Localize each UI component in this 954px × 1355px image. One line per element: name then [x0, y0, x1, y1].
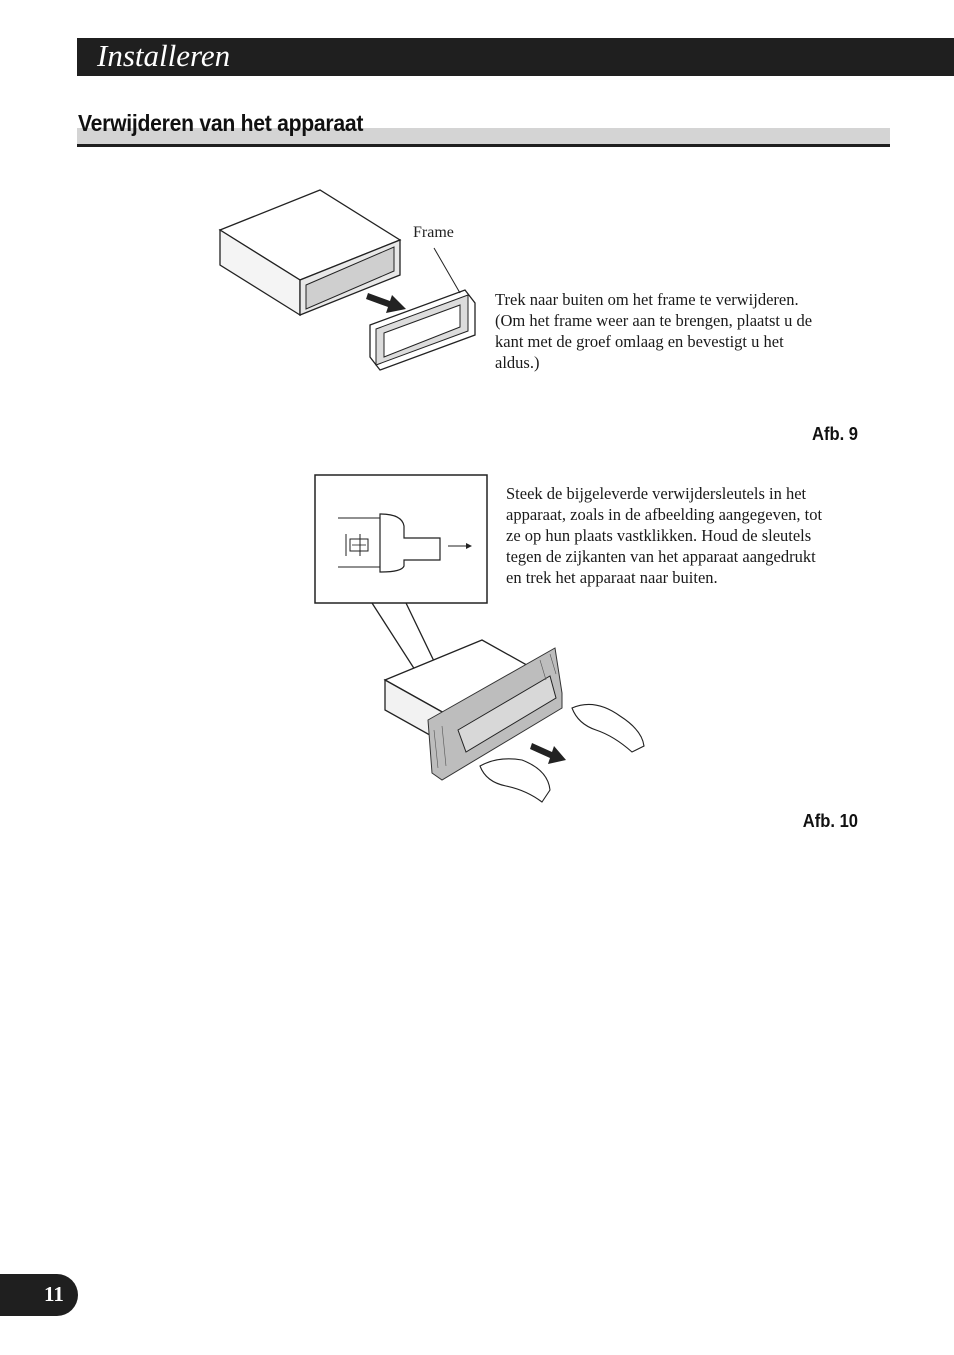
- figure-10-caption: Afb. 10: [802, 811, 858, 831]
- section-title: Verwijderen van het apparaat: [78, 110, 364, 136]
- figure-9-illustration: [210, 185, 490, 380]
- header-bar: [77, 38, 954, 76]
- page-number: 11: [44, 1282, 64, 1306]
- figure-9-caption: Afb. 9: [811, 424, 858, 444]
- page-title: Installeren: [97, 38, 231, 73]
- frame-label: Frame: [413, 224, 454, 241]
- figure-10-note: Steek de bijgeleverde verwijdersleutels in het apparaat, zoals in de afbeelding aangegeven, tot ze op hun plaats vastklikken. Houd de sleutels tegen de zijkanten van het apparaat aangedrukt en trek het apparaat naar buiten.: [506, 484, 823, 587]
- figure-9-note: Trek naar buiten om het frame te verwijderen. (Om het frame weer aan te brengen, plaatst u de kant met de groef omlaag en bevestigt u het aldus.): [495, 290, 813, 372]
- page-number-badge: [0, 1274, 78, 1316]
- section-rule: [77, 144, 890, 147]
